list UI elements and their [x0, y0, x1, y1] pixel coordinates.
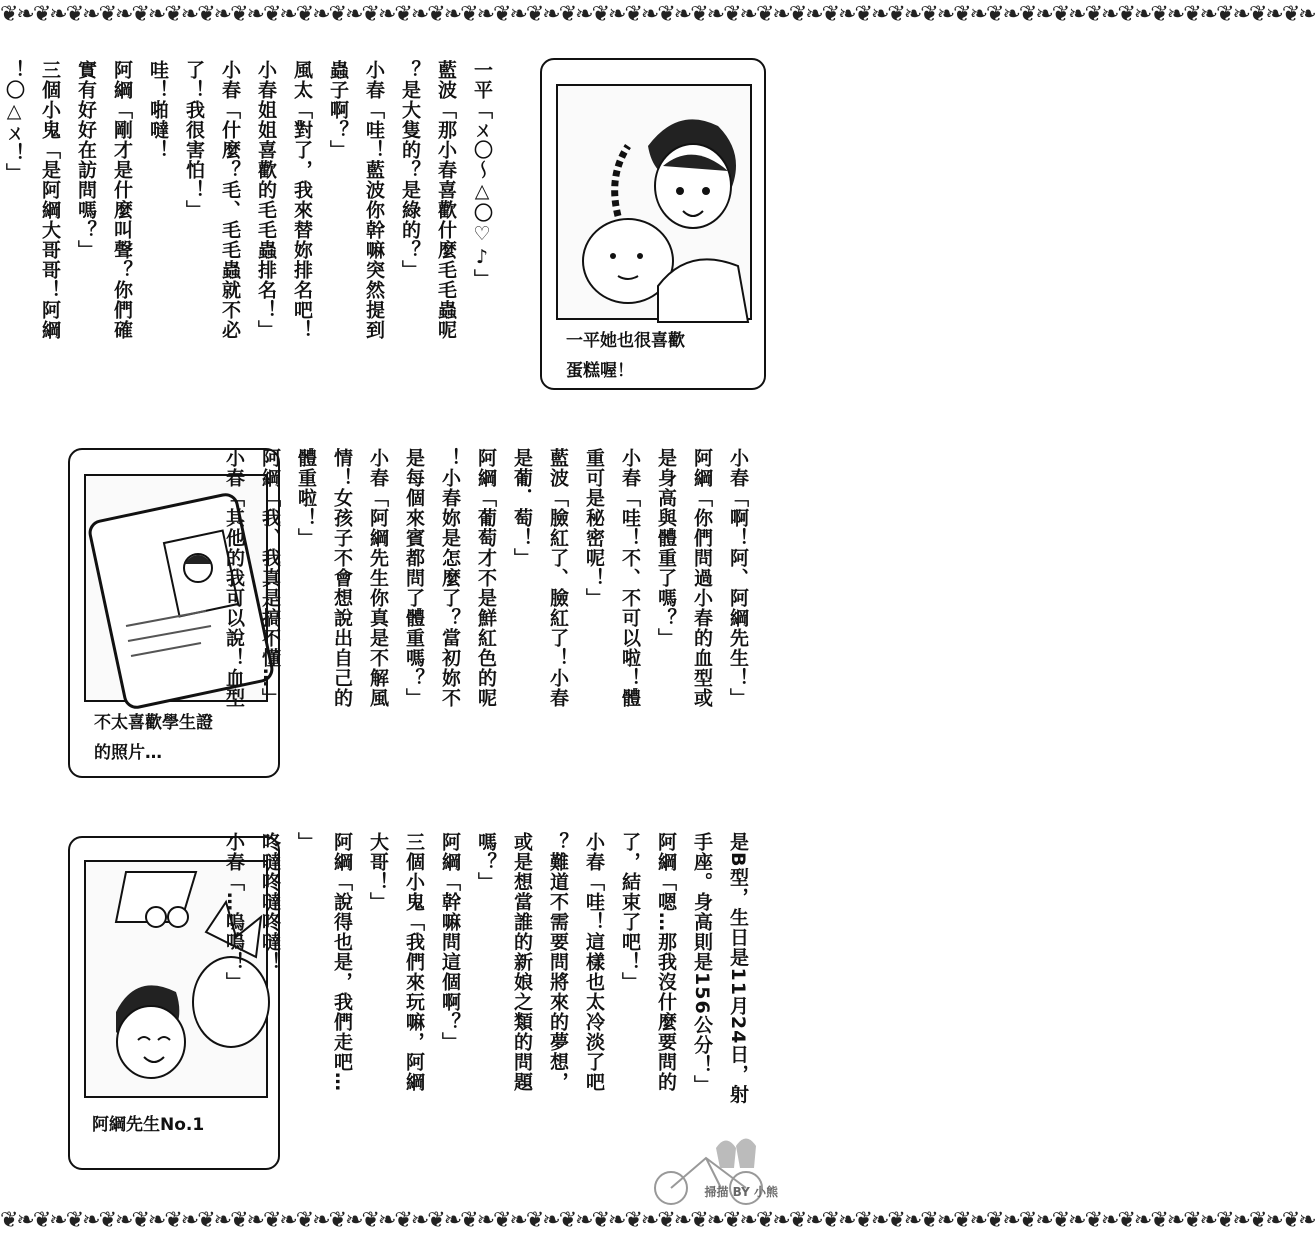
watermark-text: 掃描 BY 小熊: [704, 1185, 778, 1199]
dialogue-line: ！小春妳是怎麼了？當初妳不: [439, 448, 461, 708]
illustration-yipin-lambo: [556, 84, 752, 320]
dialogue-block-1: [0, 60, 500, 420]
dialogue-line: 小春「哇！藍波你幹嘛突然提到: [363, 60, 385, 340]
dialogue-line: 小春「哇！不、不可以啦！體: [619, 448, 641, 708]
dialogue-line: 是身高與體重了嗎？」: [655, 448, 677, 648]
dialogue-block-2: [216, 448, 756, 798]
dialogue-line: 重可是秘密呢！」: [583, 448, 605, 608]
dialogue-line: 了，結束了吧！」: [619, 832, 641, 992]
caption-line: 一平她也很喜歡: [566, 331, 685, 351]
dialogue-line: 三個小鬼「我們來玩嘛，阿綱: [403, 832, 425, 1092]
dialogue-line: 阿綱「我、我真是搞不懂…」: [259, 448, 281, 708]
dialogue-line: 阿綱「葡萄才不是鮮紅色的呢: [475, 448, 497, 708]
dialogue-line: 藍波「那小春喜歡什麼毛毛蟲呢: [435, 60, 457, 340]
dialogue-line: 咚噠咚噠咚噠！: [259, 832, 281, 972]
dialogue-line: 阿綱「嗯…那我沒什麼要問的: [655, 832, 677, 1092]
dialogue-line: 情！女孩子不會想說出自己的: [331, 448, 353, 708]
caption-line: 蛋糕喔！: [566, 361, 634, 381]
dialogue-line: 是B型，生日是11月24日，射: [727, 832, 749, 1105]
dialogue-line: 阿綱「說得也是，我們走吧…: [331, 832, 353, 1092]
caption-line: 阿綱先生No.1: [92, 1115, 205, 1135]
dialogue-line: 風太「對了，我來替妳排名吧！: [291, 60, 313, 340]
dialogue-block-3: [216, 832, 756, 1162]
dialogue-line: 是每個來賓都問了體重嗎？」: [403, 448, 425, 708]
bottom-decorative-border: ❦❧❦❧❦❧❦❧❦❧❦❧❦❧❦❧❦❧❦❧❦❧❦❧❦❧❦❧❦❧❦❧❦❧❦❧❦❧❦❧❦❧❦❧❦❧❦❧❦❧❦❧❦❧❦❧❦❧❦❧❦❧❦❧❦❧❦❧❦❧❦❧❦❧❦❧❦❧❦❧: [0, 1208, 1315, 1233]
dialogue-line: 小春「…嗚嗚！」: [223, 832, 245, 992]
dialogue-line: 三個小鬼「是阿綱大哥哥！阿綱: [39, 60, 61, 340]
caption-line: 的照片…: [94, 743, 162, 763]
dialogue-line: 了！我很害怕！」: [183, 60, 205, 220]
dialogue-line: 小春「啊！阿、阿綱先生！」: [727, 448, 749, 708]
dialogue-line: 阿綱「剛才是什麼叫聲？你們確: [111, 60, 133, 340]
card-3-caption: [92, 1110, 204, 1140]
card-2-caption: [94, 708, 213, 768]
dialogue-line: 小春「哇！這樣也太冷淡了吧: [583, 832, 605, 1092]
dialogue-line: 小春「什麼？毛、毛毛蟲就不必: [219, 60, 241, 340]
dialogue-line: 大哥！」: [367, 832, 389, 912]
dialogue-line: 體重啦！」: [295, 448, 317, 548]
dialogue-line: 一平「ㄨ〇〜△〇♡♪」: [471, 60, 493, 289]
dialogue-line: ！〇△ㄨ！」: [3, 60, 25, 183]
dialogue-line: 嗎？」: [475, 832, 497, 892]
dialogue-line: 藍波「臉紅了、臉紅了！小春: [547, 448, 569, 708]
dialogue-line: 哇！啪噠！: [147, 60, 169, 160]
dialogue-line: 阿綱「你們問過小春的血型或: [691, 448, 713, 708]
dialogue-line: ？是大隻的？是綠的？」: [399, 60, 421, 280]
dialogue-line: 小春「阿綱先生你真是不解風: [367, 448, 389, 708]
card-1-caption: [566, 326, 685, 386]
photo-card-1: [540, 58, 766, 390]
dialogue-line: 」: [295, 832, 317, 852]
dialogue-line: 小春姐姐喜歡的毛毛蟲排名！」: [255, 60, 277, 340]
dialogue-line: ？難道不需要問將來的夢想，: [547, 832, 569, 1092]
dialogue-line: 手座。身高則是156公分！」: [691, 832, 713, 1095]
dialogue-line: 是葡．萄！」: [511, 448, 533, 568]
dialogue-line: 蟲子啊？」: [327, 60, 349, 160]
dialogue-line: 實有好好在訪問嗎？」: [75, 60, 97, 260]
caption-line: 不太喜歡學生證: [94, 713, 213, 733]
top-decorative-border: ❦❧❦❧❦❧❦❧❦❧❦❧❦❧❦❧❦❧❦❧❦❧❦❧❦❧❦❧❦❧❦❧❦❧❦❧❦❧❦❧❦❧❦❧❦❧❦❧❦❧❦❧❦❧❦❧❦❧❦❧❦❧❦❧❦❧❦❧❦❧❦❧❦❧❦❧❦❧❦❧: [0, 2, 1315, 27]
dialogue-line: 阿綱「幹嘛問這個啊？」: [439, 832, 461, 1052]
dialogue-line: 或是想當誰的新娘之類的問題: [511, 832, 533, 1092]
dialogue-line: 小春「其他的我可以說！血型: [223, 448, 245, 708]
